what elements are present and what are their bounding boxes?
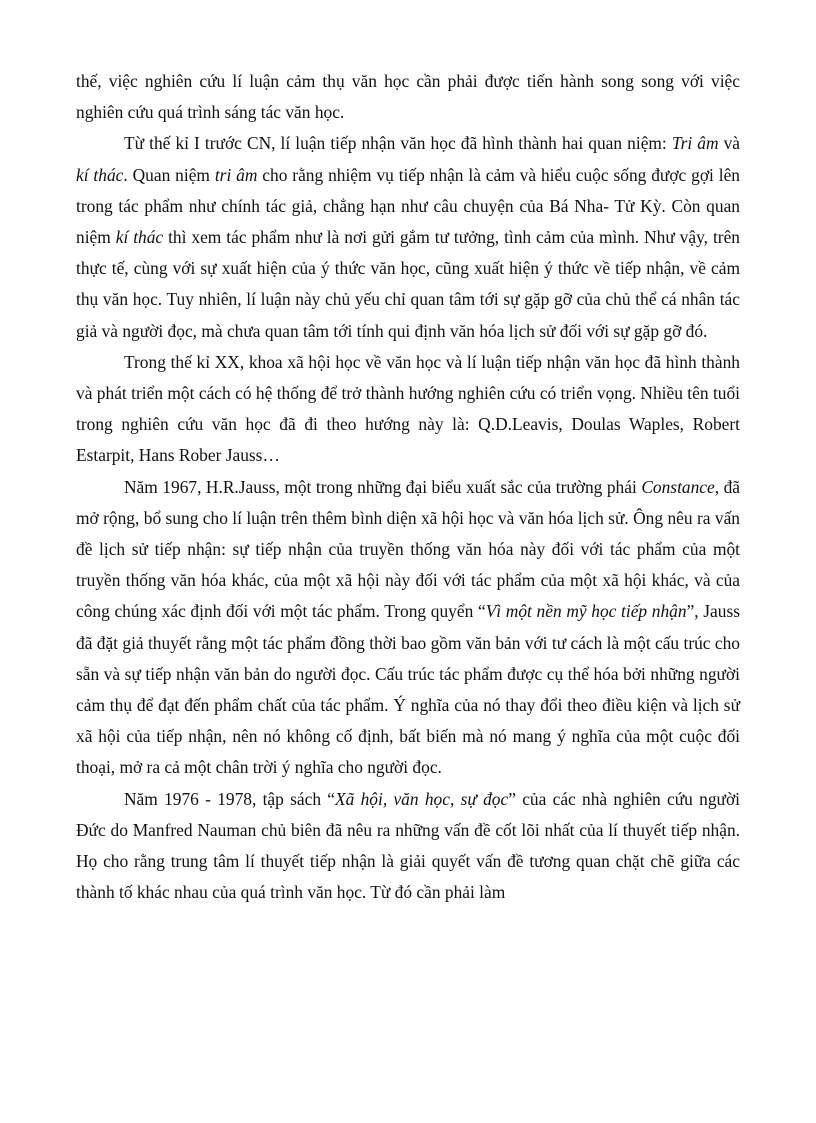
text-run: Trong thế kỉ XX, khoa xã hội học về văn học và lí luận tiếp nhận văn học đã hình thành và phát triển một cách có hệ thống để trở thành hướng nghiên cứu có triển vọng. Nhiều tên tuổi trong nghiên cứu văn học đã đi theo hướng này là: Q.D.Leavis, Doulas Waples, Robert Estarpit, Hans Rober Jauss…: [76, 351, 740, 466]
text-run: thì xem tác phẩm như là nơi gửi gắm tư tưởng, tình cảm của mình. Như vậy, trên thực tế, cùng với sự xuất hiện của ý thức văn học, cũng xuất hiện ý thức về tiếp nhận, về cảm thụ văn học. Tuy nhiên, lí luận này chủ yếu chỉ quan tâm tới sự gặp gỡ của chủ thể cá nhân tác giả và người đọc, mà chưa quan tâm tới tính qui định văn hóa lịch sử đối với sự gặp gỡ đó.: [76, 227, 740, 341]
text-run: và: [718, 133, 741, 154]
italic-text: Tri âm: [671, 133, 719, 154]
text-run: Năm 1976 - 1978, tập sách “: [124, 788, 336, 809]
text-run: thế, việc nghiên cứu lí luận cảm thụ văn học cần phải được tiến hành song song với việc nghiên cứu quá trình sáng tác văn học.: [76, 71, 740, 123]
italic-text: Xã hội, văn học, sự đọc: [335, 788, 509, 809]
italic-text: kí thác: [76, 164, 124, 185]
paragraph: [76, 66, 740, 128]
italic-text: kí thác: [115, 227, 164, 248]
italic-text: Vì một nền mỹ học tiếp nhận: [485, 601, 687, 622]
italic-text: Constance: [641, 476, 715, 497]
paragraph: [76, 472, 740, 784]
paragraph: [76, 784, 740, 909]
text-run: ” của các nhà nghiên cứu người Đức do Manfred Nauman chủ biên đã nêu ra những vấn đề cốt lõi nhất của lí thuyết tiếp nhận. Họ cho rằng trung tâm lí thuyết tiếp nhận là giải quyết vấn đề tương quan chặt chẽ giữa các thành tố khác nhau của quá trình văn học. Từ đó cần phải làm: [76, 788, 740, 903]
text-run: cho rằng nhiệm vụ tiếp nhận là cảm và hiểu cuộc sống được gợi lên trong tác phẩm như chính tác giả, chẳng hạn như câu chuyện của Bá Nha- Tử Kỳ. Còn quan niệm: [76, 164, 740, 248]
text-run: Từ thế kỉ I trước CN, lí luận tiếp nhận văn học đã hình thành hai quan niệm:: [124, 133, 672, 154]
text-run: , đã mở rộng, bổ sung cho lí luận trên thêm bình diện xã hội học và văn hóa lịch sử. Ông nêu ra vấn đề lịch sử tiếp nhận: sự tiếp nhận của truyền thống văn hóa này đối với tác phẩm của một truyền thống văn hóa khác, của một xã hội này đối với tác phẩm của một xã hội khác, và của công chúng xác định đối với một tác phẩm. Trong quyển “: [76, 476, 740, 622]
text-run: Năm 1967, H.R.Jauss, một trong những đại biểu xuất sắc của trường phái: [124, 476, 642, 497]
text-run: ”, Jauss đã đặt giả thuyết rằng một tác phẩm đồng thời bao gồm văn bản với tư cách là một cấu trúc cho sẵn và sự tiếp nhận văn bản do người đọc. Cấu trúc tác phẩm được cụ thể hóa bởi những người cảm thụ để đạt đến phẩm chất của tác phẩm. Ý nghĩa của nó thay đổi theo điều kiện và lịch sử xã hội của tiếp nhận, nên nó không cố định, bất biến mà nó mang ý nghĩa của một cuộc đối thoại, mở ra cả một chân trời ý nghĩa cho người đọc.: [76, 601, 741, 778]
italic-text: tri âm: [214, 164, 258, 185]
text-run: . Quan niệm: [123, 164, 215, 185]
paragraph: [76, 128, 740, 346]
paragraph: [76, 347, 740, 472]
document-page: [76, 66, 740, 908]
